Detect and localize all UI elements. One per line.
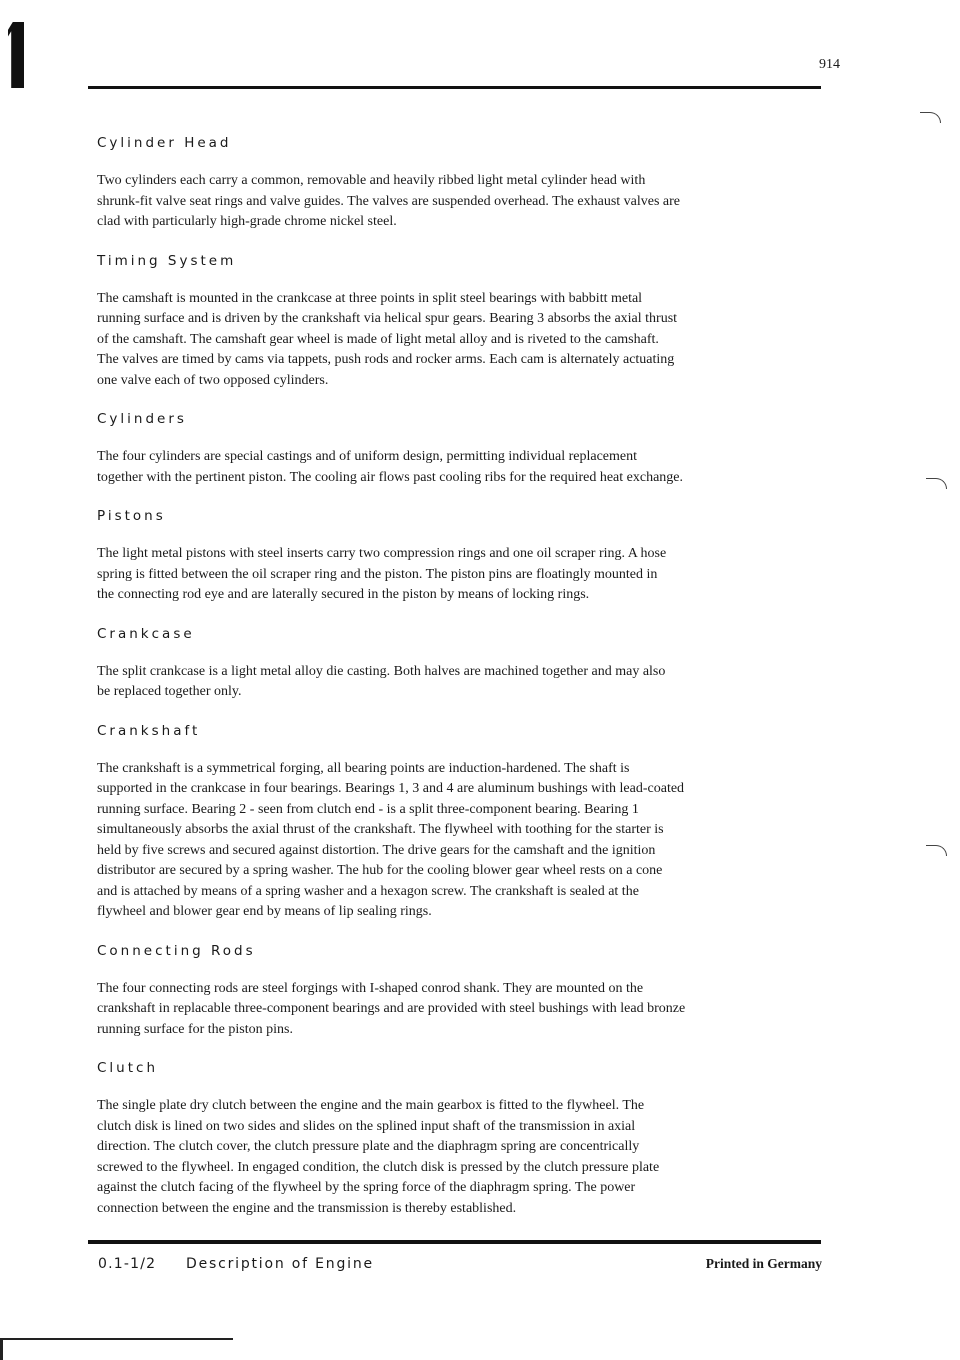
section-body: Two cylinders each carry a common, removable and heavily ribbed light metal cylinder head with shrunk-fit valve seat rings and valve guides. The valves are suspended overhead. The exhaust valves are clad with particularly high-grade chrome nickel steel. [97, 173, 681, 229]
section-title: Cylinder Head [97, 135, 232, 151]
section-body: The four connecting rods are steel forgings with I-shaped conrod shank. They are mounted on the crankshaft in replacable three-component bearings and are provided with steel bushings with lead bronze running surface for the piston pins. [97, 980, 686, 1037]
footer-rule [88, 1240, 821, 1244]
page-edge-mark [0, 1338, 233, 1360]
section-connecting-rods [97, 942, 822, 1041]
footer-imprint: Printed in Germany [705, 1256, 822, 1271]
section-title: Crankcase [97, 625, 195, 642]
section-title: Pistons [97, 508, 166, 524]
margin-binding-mark [920, 112, 941, 123]
section-body: The single plate dry clutch between the engine and the main gearbox is fitted to the flywheel. The clutch disk is lined on two sides and slides on the splined input shaft of the transmission in axial direction. The clutch cover, the clutch pressure plate and the diaphragm spring are concentrically screwed to the flywheel. In engaged condition, the clutch disk is pressed by the clutch pressure plate against the clutch facing of the flywheel by the spring force of the diaphragm spring. The power connection between the engine and the transmission is thereby established. [97, 1098, 660, 1216]
section-timing-system [97, 252, 822, 392]
header-rule [88, 86, 821, 89]
section-crankcase [97, 625, 822, 703]
margin-binding-mark [926, 478, 947, 489]
section-title: Crankshaft [97, 722, 201, 739]
section-title: Connecting Rods [97, 942, 256, 959]
footer-document-title: Description of Engine [186, 1256, 374, 1272]
section-body: The split crankcase is a light metal alloy die casting. Both halves are machined together and may also be replaced together only. [97, 663, 666, 699]
section-cylinders [97, 410, 822, 488]
footer-page-code: 0.1-1/2 [98, 1256, 157, 1272]
section-cylinder-head [97, 134, 822, 233]
margin-binding-mark [926, 845, 947, 856]
section-crankshaft [97, 722, 822, 923]
section-tab-marker [8, 22, 24, 88]
section-body: The four cylinders are special castings and of uniform design, permitting individual replacement together with the pertinent piston. The cooling air flows past cooling ribs for the required heat exchange. [97, 449, 684, 485]
section-title: Clutch [97, 1060, 159, 1076]
section-title: Timing System [97, 252, 237, 269]
document-body [97, 134, 822, 1238]
section-body: The crankshaft is a symmetrical forging, all bearing points are induction-hardened. The shaft is supported in the crankcase in four bearings. Bearings 1, 3 and 4 are aluminum bushings with lead-coated running surface. Bearing 2 - seen from clutch end - is a split three-component bearing. Bearing 1 simultaneously absorbs the axial thrust of the crankshaft. The flywheel with toothing for the starter is held by five screws and secured against distortion. The drive gears for the camshaft and the ignition distributor are secured by a spring washer. The hub for the cooling blower gear wheel rests on a cone and is attached by means of a spring washer and a hexagon screw. The crankshaft is sealed at the flywheel and blower gear end by means of lip sealing rings. [97, 760, 685, 919]
section-clutch [97, 1059, 822, 1219]
section-title: Cylinders [97, 411, 187, 427]
section-pistons [97, 507, 822, 606]
section-body: The camshaft is mounted in the crankcase at three points in split steel bearings with babbitt metal running surface and is driven by the crankshaft via helical spur gears. Bearing 3 absorbs the axial thrust of the camshaft. The camshaft gear wheel is made of light metal alloy and is riveted to the camshaft. The valves are timed by cams via tappets, push rods and rocker arms. Each cam is alternately actuating one valve each of two opposed cylinders. [97, 290, 678, 388]
section-body: The light metal pistons with steel inserts carry two compression rings and one oil scraper ring. A hose spring is fitted between the oil scraper ring and the piston. The piston pins are floatingly mounted in the connecting rod eye and are laterally secured in the piston by means of locking rings. [97, 546, 667, 602]
page-number: 914 [819, 57, 840, 72]
